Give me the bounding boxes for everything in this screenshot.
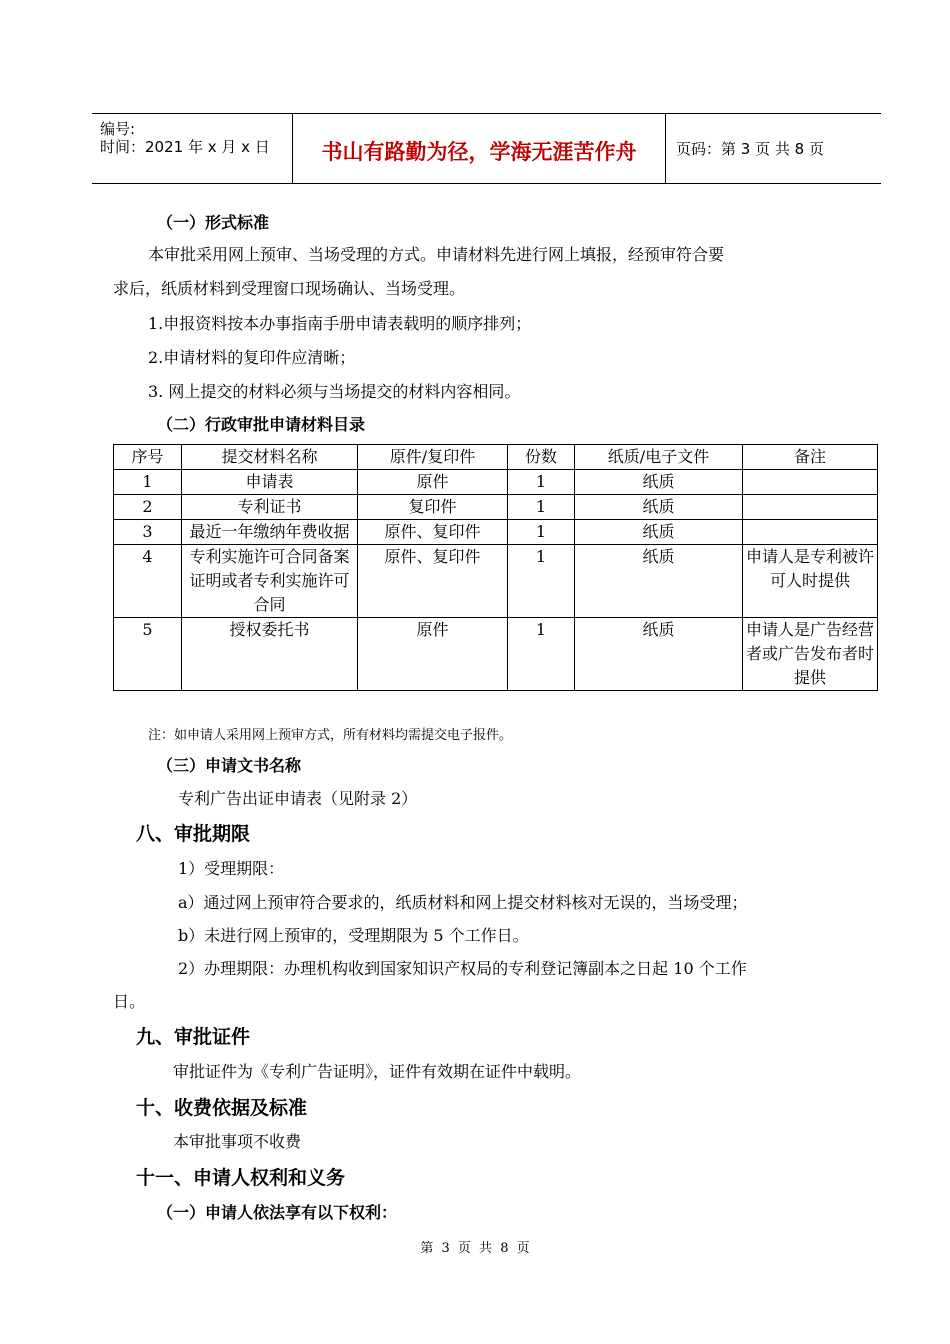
- paragraph: 2）办理期限：办理机构收到国家知识产权局的专利登记簿副本之日起 10 个工作: [178, 959, 747, 978]
- table-row: [114, 495, 878, 520]
- table-header-cell: 序号: [114, 445, 182, 470]
- list-item: 2.申请材料的复印件应清晰；: [148, 348, 356, 367]
- paragraph: 审批证件为《专利广告证明》，证件有效期在证件中载明。: [173, 1062, 582, 1081]
- list-item: 3. 网上提交的材料必须与当场提交的材料内容相同。: [148, 382, 521, 401]
- table-header-row: [114, 445, 878, 470]
- heading-fees: 十、收费依据及标准: [136, 1097, 308, 1119]
- table-header-cell: 备注: [743, 445, 878, 470]
- table-cell: 1: [508, 545, 575, 618]
- table-row: [114, 470, 878, 495]
- table-cell: 4: [114, 545, 182, 618]
- table-cell: 最近一年缴纳年费收据: [182, 520, 358, 545]
- table-row: [114, 618, 878, 691]
- paragraph: 求后，纸质材料到受理窗口现场确认、当场受理。: [113, 279, 466, 298]
- table-cell: 5: [114, 618, 182, 691]
- table-cell: 申请人是专利被许可人时提供: [743, 545, 878, 618]
- table-cell: 原件: [358, 618, 508, 691]
- table-header-cell: 原件/复印件: [358, 445, 508, 470]
- time-label: 时间：2021 年 x 月 x 日: [100, 138, 270, 156]
- table-cell: 1: [508, 495, 575, 520]
- table-cell: 3: [114, 520, 182, 545]
- paragraph: 专利广告出证申请表（见附录 2）: [178, 789, 418, 808]
- table-cell: 专利证书: [182, 495, 358, 520]
- page-header: [92, 113, 881, 184]
- header-meta-cell: [92, 114, 293, 183]
- table-cell: 1: [508, 618, 575, 691]
- paragraph: 1）受理期限：: [178, 859, 285, 878]
- section-title-form-standard: （一）形式标准: [157, 213, 270, 232]
- list-item: 1.申报资料按本办事指南手册申请表载明的顺序排列；: [148, 314, 532, 333]
- table-row: [114, 545, 878, 618]
- table-cell: [743, 470, 878, 495]
- table-cell: 1: [508, 520, 575, 545]
- paragraph: 本审批采用网上预审、当场受理的方式。申请材料先进行网上填报，经预审符合要: [148, 245, 725, 264]
- section-title-materials: （二）行政审批申请材料目录: [157, 415, 366, 434]
- motto: 书山有路勤为径，学海无涯苦作舟: [321, 140, 637, 164]
- table-cell: 复印件: [358, 495, 508, 520]
- table-cell: [743, 495, 878, 520]
- paragraph: 本审批事项不收费: [173, 1132, 302, 1151]
- table-cell: 原件、复印件: [358, 545, 508, 618]
- paragraph: a）通过网上预审符合要求的，纸质材料和网上提交材料核对无误的，当场受理；: [178, 893, 748, 912]
- heading-approval-period: 八、审批期限: [136, 823, 251, 845]
- table-cell: 纸质: [575, 495, 743, 520]
- heading-rights-obligations: 十一、申请人权利和义务: [136, 1167, 346, 1189]
- table-header-cell: 纸质/电子文件: [575, 445, 743, 470]
- table-cell: 申请人是广告经营者或广告发布者时提供: [743, 618, 878, 691]
- table-cell: 纸质: [575, 470, 743, 495]
- table-cell: 申请表: [182, 470, 358, 495]
- table-cell: 1: [114, 470, 182, 495]
- materials-table: [113, 444, 878, 691]
- table-cell: 原件、复印件: [358, 520, 508, 545]
- number-label: 编号:: [100, 120, 136, 138]
- table-cell: 纸质: [575, 520, 743, 545]
- table-cell: 纸质: [575, 618, 743, 691]
- table-cell: 授权委托书: [182, 618, 358, 691]
- table-cell: 原件: [358, 470, 508, 495]
- table-row: [114, 520, 878, 545]
- table-cell: 1: [508, 470, 575, 495]
- table-header-cell: 提交材料名称: [182, 445, 358, 470]
- table-cell: 专利实施许可合同备案证明或者专利实施许可合同: [182, 545, 358, 618]
- section-title-rights: （一）申请人依法享有以下权利：: [157, 1203, 398, 1222]
- paragraph: 日。: [113, 992, 146, 1011]
- paragraph: b）未进行网上预审的，受理期限为 5 个工作日。: [178, 926, 529, 945]
- section-title-application-document: （三）申请文书名称: [157, 756, 302, 775]
- page-footer: 第 3 页 共 8 页: [420, 1241, 530, 1256]
- page-number-label: 页码：第 3 页 共 8 页: [676, 140, 824, 158]
- table-cell: 纸质: [575, 545, 743, 618]
- table-header-cell: 份数: [508, 445, 575, 470]
- header-page-cell: [666, 114, 881, 183]
- table-cell: 2: [114, 495, 182, 520]
- heading-approval-certificate: 九、审批证件: [136, 1026, 251, 1048]
- table-cell: [743, 520, 878, 545]
- table-note: 注：如申请人采用网上预审方式，所有材料均需提交电子报件。: [148, 728, 513, 743]
- header-motto-cell: [293, 114, 666, 183]
